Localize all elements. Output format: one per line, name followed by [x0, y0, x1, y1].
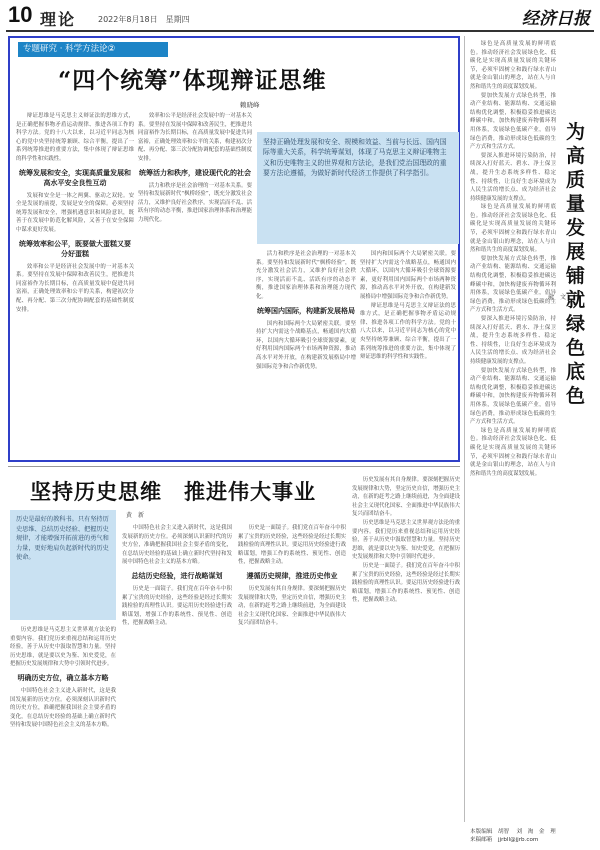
- paragraph: 历史思维是马克思主义世界观方法论的重要内容。我们党历来重视总结和运用历史经验，善于从历史中汲取智慧和力量。坚持历史思维，就是要以史为鉴、知史爱党，在把握历史发展规律和大势中引领时代进步。: [352, 519, 460, 561]
- page-header: [6, 4, 594, 32]
- paragraph: 绿色是高质量发展的鲜明底色。推动经济社会发展绿色化、低碳化是实现高质量发展的关键环节，必须牢固树立和践行绿水青山就是金山银山的理念，站在人与自然和谐共生的高度谋划发展。: [470, 41, 556, 90]
- article2-column-3: [238, 524, 346, 822]
- paragraph: 历史是一面镜子。我们党在百年奋斗中积累了宝贵的历史经验，这些经验是经过长期实践检验的真理性认识。要运用历史经验进行战略谋划，增强工作的系统性、预见性、创造性，把握战略主动。: [352, 562, 460, 604]
- paragraph: 绿色是高质量发展的鲜明底色。推动经济社会发展绿色化、低碳化是实现高质量发展的关键环节，必须牢固树立和践行绿水青山就是金山银山的理念，站在人与自然和谐共生的高度谋划发展。: [470, 204, 556, 254]
- paragraph: 历史是一面镜子。我们党在百年奋斗中积累了宝贵的历史经验，这些经验是经过长期实践检验的真理性认识。要运用历史经验进行战略谋划，增强工作的系统性、预见性、创造性，把握战略主动。: [238, 525, 346, 566]
- paragraph: 要加快发展方式绿色转型，推动产业结构、能源结构、交通运输结构优化调整，积极稳妥推进碳达峰碳中和，加快构建废弃物循环利用体系，发展绿色低碳产业，倡导绿色消费，推动形成绿色低碳的生产方式和生活方式。: [470, 255, 556, 314]
- paragraph: 辩证思维是马克思主义辩证法的思维方式，是正确把握事物矛盾运动规律、推进各项工作的科学方法。党的十八大以来，以习近平同志为核心的党中央坚持统筹兼顾、综合平衡，提出了一系列统筹推进的重要方法，集中体现了辩证思维的科学性和实践性。: [360, 302, 456, 361]
- side-article-title: 为高质量发展铺就绿色底色: [566, 121, 586, 407]
- article2-column-1: [10, 626, 116, 822]
- feature-column-4: [360, 250, 456, 458]
- column-divider: [464, 36, 465, 822]
- paragraph: 发展和安全是一体之两翼、驱动之双轮。安全是发展的前提，发展是安全的保障。必须坚持统筹发展和安全，增强机遇意识和风险意识，既善于在发展中防范化解风险，又善于在安全保障中谋求更好发展。: [16, 192, 134, 233]
- contact-email: 来稿邮箱 jjrbll@jjrb.com: [470, 837, 539, 843]
- article2-title: 坚持历史思维 推进伟大事业: [30, 479, 316, 504]
- article2-pull-quote: 历史是最好的教科书。只有坚持历史思维、总结历史经验、把握历史规律，才能增强开拓前进的勇气和力量，更好地肩负起新时代的历史使命。: [10, 510, 116, 620]
- paragraph: 要加快发展方式绿色转型，推动产业结构、能源结构、交通运输结构优化调整，积极稳妥推进碳达峰碳中和，加快构建废弃物循环利用体系，发展绿色低碳产业，倡导绿色消费，推动形成绿色低碳的生产方式和生活方式。: [470, 92, 556, 151]
- paragraph: 效率和公平是经济社会发展中的一对基本关系。要坚持在发展中保障和改善民生，把推进共同富裕作为长期目标，在高质量发展中促进共同富裕，正确处理效率和公平的关系，构建初次分配、再分配、第三次分配协调配套的基础性制度安排。: [138, 113, 252, 162]
- paragraph: 中国特色社会主义进入新时代，这是我国发展新的历史方位。必须深刻认识新时代的历史方位，准确把握我国社会主要矛盾的变化，在总结历史经验的基础上确立新时代坚持和发展中国特色社会主义的基本方略。: [10, 687, 116, 729]
- feature-column-3: [256, 250, 356, 458]
- feature-pull-quote: 坚持正确处理发展和安全、规模和效益、当前与长远、国内国际等重大关系，科学统筹谋划，体现了马克思主义辩证唯物主义和历史唯物主义的世界观和方法论，是我们党治国理政的重要方法论遵循，为做好新时代经济工作提供了科学指引。: [257, 132, 459, 244]
- article2-column-4: [352, 476, 460, 822]
- subheading: 遵循历史规律，推进历史伟业: [246, 571, 338, 580]
- paragraph: 国内和国际两个大局紧密关联。要坚持扩大内需这个战略基点，畅通国内大循环，以国内大循环吸引全球资源要素，更好利用国内国际两个市场两种资源，推动高水平对外开放，在构建新发展格局中增强国际竞争和合作新优势。: [256, 320, 356, 370]
- paragraph: 历史发展有其自身规律。要深刻把握历史发展规律和大势，坚定历史自信，增强历史主动，在新的赶考之路上继续前进，为全面建设社会主义现代化国家、全面推进中华民族伟大复兴而团结奋斗。: [238, 585, 346, 627]
- paragraph: 辩证思维是马克思主义辩证法的思维方式，是正确把握事物矛盾运动规律、推进各项工作的科学方法。党的十八大以来，以习近平同志为核心的党中央坚持统筹兼顾、综合平衡，提出了一系列统筹推进的重要方法，集中体现了辩证思维的科学性和实践性。: [16, 113, 134, 162]
- subheading: 统筹国内国际，构建新发展格局: [257, 306, 355, 315]
- newspaper-masthead: 经济日报: [522, 9, 590, 29]
- paragraph: 要深入推进环境污染防治，持续深入打好蓝天、碧水、净土保卫战，提升生态系统多样性、稳定性、持续性，让良好生态环境成为人民生活的增长点、成为经济社会持续健康发展的支撑点。: [470, 152, 556, 202]
- paragraph: 绿色是高质量发展的鲜明底色。推动经济社会发展绿色化、低碳化是实现高质量发展的关键环节，必须牢固树立和践行绿水青山就是金山银山的理念，站在人与自然和谐共生的高度谋划发展。: [470, 427, 556, 477]
- subheading: 统筹效率和公平，既要做大蛋糕又要分好蛋糕: [19, 239, 131, 258]
- feature-column-2: [138, 112, 252, 458]
- paragraph: 效率和公平是经济社会发展中的一对基本关系。要坚持在发展中保障和改善民生，把推进共同富裕作为长期目标，在高质量发展中促进共同富裕，正确处理效率和公平的关系，构建初次分配、再分配、第三次分配协调配套的基础性制度安排。: [16, 263, 134, 313]
- feature-article: [8, 36, 460, 462]
- article2-column-2: [122, 524, 232, 822]
- section-divider: [8, 466, 460, 467]
- subheading: 统筹活力和秩序，建设现代化的社会: [139, 168, 251, 177]
- feature-kicker: 专题研究 · 科学方法论②: [18, 42, 168, 57]
- paragraph: 历史是一面镜子。我们党在百年奋斗中积累了宝贵的历史经验，这些经验是经过长期实践检验的真理性认识。要运用历史经验进行战略谋划，增强工作的系统性、预见性、创造性，把握战略主动。: [122, 585, 232, 627]
- paragraph: 要加快发展方式绿色转型，推动产业结构、能源结构、交通运输结构优化调整，积极稳妥推进碳达峰碳中和，加快构建废弃物循环利用体系，发展绿色低碳产业，倡导绿色消费，推动形成绿色低碳的生产方式和生活方式。: [470, 367, 556, 426]
- paragraph: 活力和秩序是社会治理的一对基本关系。要坚持和发展新时代“枫桥经验”，既充分激发社会活力，又维护良好社会秩序，实现活而不乱、活跃有序的动态平衡，推进国家治理体系和治理能力现代化。: [256, 251, 356, 300]
- paragraph: 国内和国际两个大局紧密关联。要坚持扩大内需这个战略基点，畅通国内大循环，以国内大循环吸引全球资源要素，更好利用国内国际两个市场两种资源，推动高水平对外开放，在构建新发展格局中增强国际竞争和合作新优势。: [360, 251, 456, 300]
- subheading: 统筹发展和安全，实现高质量发展和高水平安全良性互动: [19, 168, 131, 187]
- feature-author: 赖晓峰: [240, 101, 260, 109]
- side-article-author: 俞 文: [548, 294, 567, 301]
- side-article-body: [470, 40, 556, 820]
- page-footer: [470, 828, 594, 844]
- section-title: 理论: [40, 10, 77, 29]
- subheading: 明确历史方位，确立基本方略: [17, 673, 109, 682]
- feature-column-1: [16, 112, 134, 458]
- paragraph: 要深入推进环境污染防治，持续深入打好蓝天、碧水、净土保卫战，提升生态系统多样性、稳定性、持续性，让良好生态环境成为人民生活的增长点、成为经济社会持续健康发展的支撑点。: [470, 316, 556, 365]
- article2-author: 黄 新: [126, 512, 145, 519]
- subheading: 总结历史经验，进行战略谋划: [131, 571, 223, 580]
- feature-title: “四个统筹”体现辩证思维: [58, 67, 327, 94]
- paragraph: 中国特色社会主义进入新时代，这是我国发展新的历史方位。必须深刻认识新时代的历史方位，准确把握我国社会主要矛盾的变化，在总结历史经验的基础上确立新时代坚持和发展中国特色社会主义的基本方略。: [122, 525, 232, 566]
- paragraph: 历史思维是马克思主义世界观方法论的重要内容。我们党历来重视总结和运用历史经验，善于从历史中汲取智慧和力量。坚持历史思维，就是要以史为鉴、知史爱党，在把握历史发展规律和大势中引领时代进步。: [10, 627, 116, 668]
- paragraph: 活力和秩序是社会治理的一对基本关系。要坚持和发展新时代“枫桥经验”，既充分激发社会活力，又维护良好社会秩序，实现活而不乱、活跃有序的动态平衡，推进国家治理体系和治理能力现代化。: [138, 182, 252, 223]
- issue-date: 2022年8月18日 星期四: [98, 15, 190, 24]
- page-number: 10: [8, 2, 33, 27]
- paragraph: 历史发展有其自身规律。要深刻把握历史发展规律和大势，坚定历史自信，增强历史主动，在新的赶考之路上继续前进，为全面建设社会主义现代化国家、全面推进中华民族伟大复兴而团结奋斗。: [352, 477, 460, 518]
- editors-credit: 本版编辑 胡智 刘 淘 金 理: [470, 829, 556, 835]
